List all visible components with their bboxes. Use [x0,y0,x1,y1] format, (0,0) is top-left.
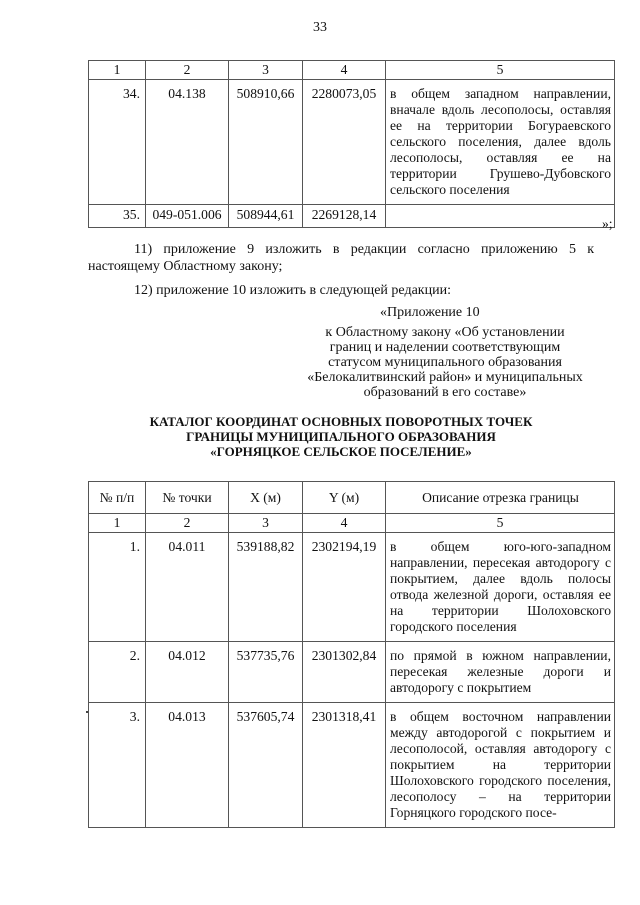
continuation-table [88,60,615,228]
appendix-reference [290,325,600,400]
header-y: Y (м) [303,482,386,514]
x-coordinate: 537735,76 [229,642,303,703]
table-row [89,80,615,205]
y-coordinate: 2301318,41 [303,703,386,828]
header-x: X (м) [229,482,303,514]
catalog-title-line: ГРАНИЦЫ МУНИЦИПАЛЬНОГО ОБРАЗОВАНИЯ [186,429,496,444]
catalog-title-line: КАТАЛОГ КООРДИНАТ ОСНОВНЫХ ПОВОРОТНЫХ ТОЧЕК [149,414,533,429]
x-coordinate: 508910,66 [229,80,303,205]
stray-mark [86,711,88,713]
row-number: 1. [89,533,146,642]
column-index-cell: 5 [386,61,615,80]
appendix-line: границ и наделении соответствующим [329,340,561,355]
point-id: 04.013 [146,703,229,828]
row-number: 34. [89,80,146,205]
segment-description: в общем юго-юго-западном направлении, пересекая автодорогу с покрытием, далее вдоль полосы отвода железной дороги, оставляя ее на территории Шолоховского городского поселения [386,533,615,642]
segment-description: в общем западном направлении, вначале вдоль лесополосы, оставляя ее на территории Богураевского сельского поселения, далее вдоль лесополосы, оставляя ее на территории Грушево-Дубовского сельского поселения [386,80,615,205]
appendix-line: «Белокалитвинский район» и муниципальных [307,370,583,385]
column-index-row [89,514,615,533]
paragraph-12: 12) приложение 10 изложить в следующей редакции: [134,283,451,298]
y-coordinate: 2269128,14 [303,205,386,228]
point-id: 04.138 [146,80,229,205]
x-coordinate: 539188,82 [229,533,303,642]
segment-description: в общем восточном направлении между автодорогой с покрытием и лесополосой, оставляя автодорогу с покрытием на территории Шолоховского городского поселения, лесополосу – на территории Горняцкого городского посе- [386,703,615,828]
appendix-heading: «Приложение 10 [380,305,480,320]
closing-quote: »; [602,216,613,231]
segment-description: по прямой в южном направлении, пересекая железные дороги и автодорогу с покрытием [386,642,615,703]
column-index-cell: 2 [146,514,229,533]
y-coordinate: 2302194,19 [303,533,386,642]
point-id: 04.011 [146,533,229,642]
column-index-cell: 4 [303,514,386,533]
column-index-cell: 3 [229,61,303,80]
table-row [89,533,615,642]
coordinates-table [88,481,615,828]
paragraph-11: 11) приложение 9 изложить в редакции согласно приложению 5 к настоящему Областному закону; [88,242,594,274]
column-index-cell: 2 [146,61,229,80]
header-num: № п/п [89,482,146,514]
appendix-line: статусом муниципального образования [328,355,562,370]
x-coordinate: 537605,74 [229,703,303,828]
point-id: 04.012 [146,642,229,703]
row-number: 2. [89,642,146,703]
table-row [89,703,615,828]
column-index-cell: 3 [229,514,303,533]
header-point: № точки [146,482,229,514]
segment-description [386,205,615,228]
column-index-cell: 1 [89,514,146,533]
column-index-cell: 4 [303,61,386,80]
appendix-line: к Областному закону «Об установлении [325,325,565,340]
header-row [89,482,615,514]
catalog-title-line: «ГОРНЯЦКОЕ СЕЛЬСКОЕ ПОСЕЛЕНИЕ» [210,444,472,459]
table-row [89,205,615,228]
row-number: 3. [89,703,146,828]
catalog-title [88,414,594,459]
table-row [89,642,615,703]
column-index-cell: 1 [89,61,146,80]
appendix-line: образований в его составе» [363,385,527,400]
y-coordinate: 2301302,84 [303,642,386,703]
column-index-row [89,61,615,80]
header-description: Описание отрезка границы [386,482,615,514]
x-coordinate: 508944,61 [229,205,303,228]
y-coordinate: 2280073,05 [303,80,386,205]
column-index-cell: 5 [386,514,615,533]
row-number: 35. [89,205,146,228]
point-id: 049-051.006 [146,205,229,228]
page-number: 33 [313,20,327,35]
